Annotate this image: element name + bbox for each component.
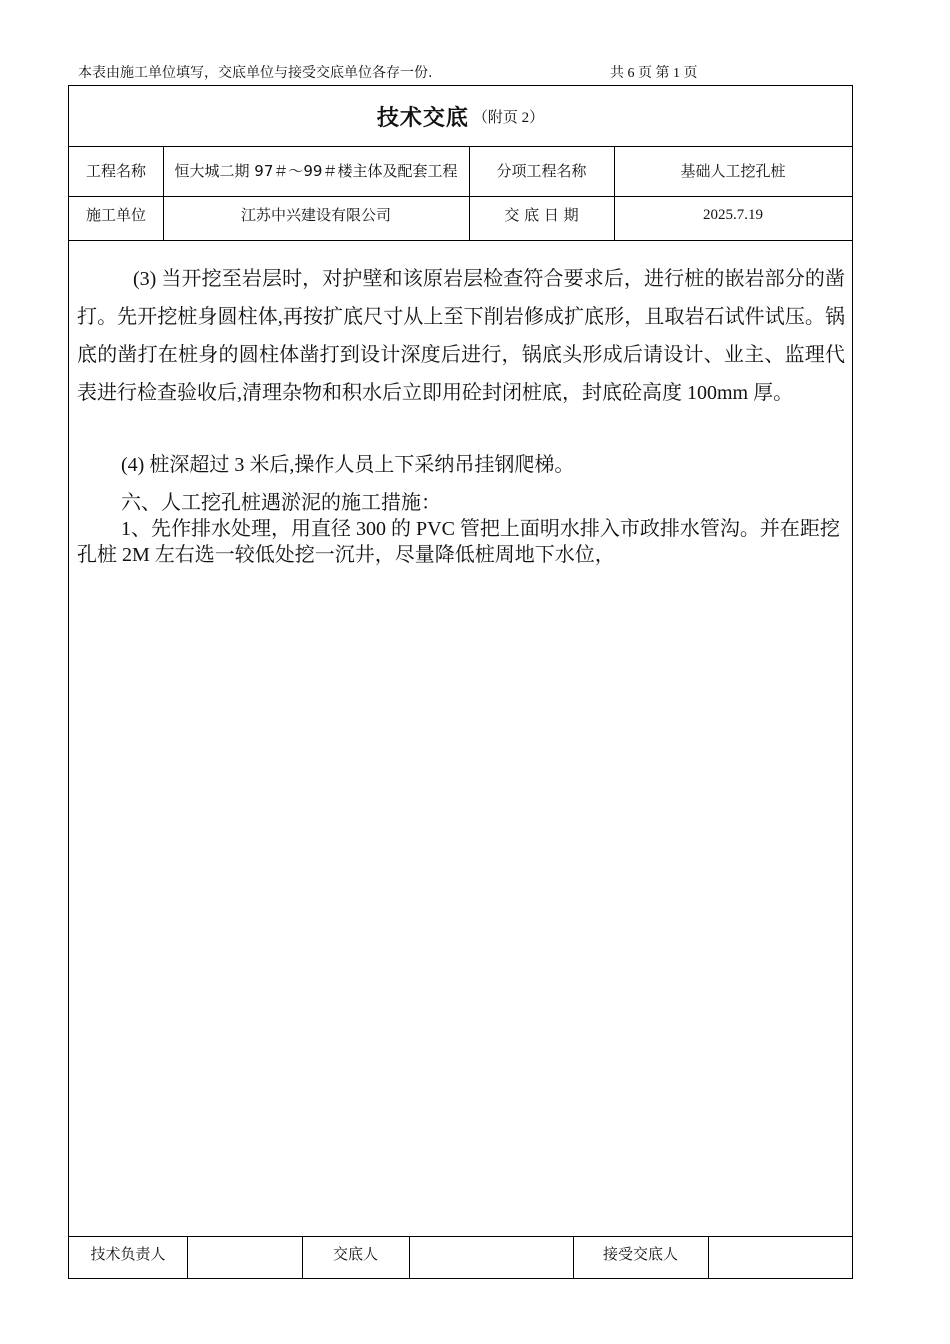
contractor-label: 施工单位 (85, 205, 146, 224)
form-title-row (69, 86, 852, 146)
date-value: 2025.7.19 (703, 206, 763, 223)
receiver-signature[interactable] (708, 1236, 852, 1272)
date-label: 交 底 日 期 (504, 205, 579, 224)
section-heading-six: 六、人工挖孔桩遇淤泥的施工措施： (121, 492, 441, 514)
sub-project-label: 分项工程名称 (496, 161, 587, 180)
content-paragraph-4: (4) 桩深超过 3 米后,操作人员上下采纳吊挂钢爬梯。 (121, 454, 575, 476)
tech-lead-signature[interactable] (187, 1236, 302, 1272)
row-divider (69, 240, 852, 241)
presenter-signature[interactable] (409, 1236, 573, 1272)
form-title: 技术交底 (376, 105, 469, 131)
content-paragraph-3: (3) 当开挖至岩层时，对护壁和该原岩层检查符合要求后，进行桩的嵌岩部分的凿打。先开挖桩身圆柱体,再按扩底尺寸从上至下削岩修成扩底形，且取岩石试件试压。锅底的凿打在桩身的圆柱体凿打到设计深度后进行，锅底头形成后请设计、业主、监理代表进行检查验收后,清理杂物和积水后立即用砼封闭桩底，封底砼高度 100mm 厚。 (77, 268, 845, 404)
project-name-label: 工程名称 (85, 161, 146, 180)
presenter-label: 交底人 (332, 1244, 378, 1263)
tech-lead-label: 技术负责人 (90, 1244, 166, 1263)
form-instruction-note: 本表由施工单位填写，交底单位与接受交底单位各存一份. (78, 65, 433, 81)
page-count: 共 6 页 第 1 页 (610, 66, 698, 81)
contractor-value: 江苏中兴建设有限公司 (240, 205, 391, 224)
sub-project-value: 基础人工挖孔桩 (680, 161, 786, 180)
project-name-value: 恒大城二期 97＃～99＃楼主体及配套工程 (174, 161, 458, 180)
form-title-suffix: （附页 2） (472, 109, 545, 126)
receiver-label: 接受交底人 (602, 1244, 678, 1263)
disclosure-form (68, 85, 853, 1279)
content-paragraph-item-1: 1、先作排水处理，用直径 300 的 PVC 管把上面明水排入市政排水管沟。并在距挖孔桩 2M 左右选一较低处挖一沉井，尽量降低桩周地下水位， (77, 518, 840, 566)
